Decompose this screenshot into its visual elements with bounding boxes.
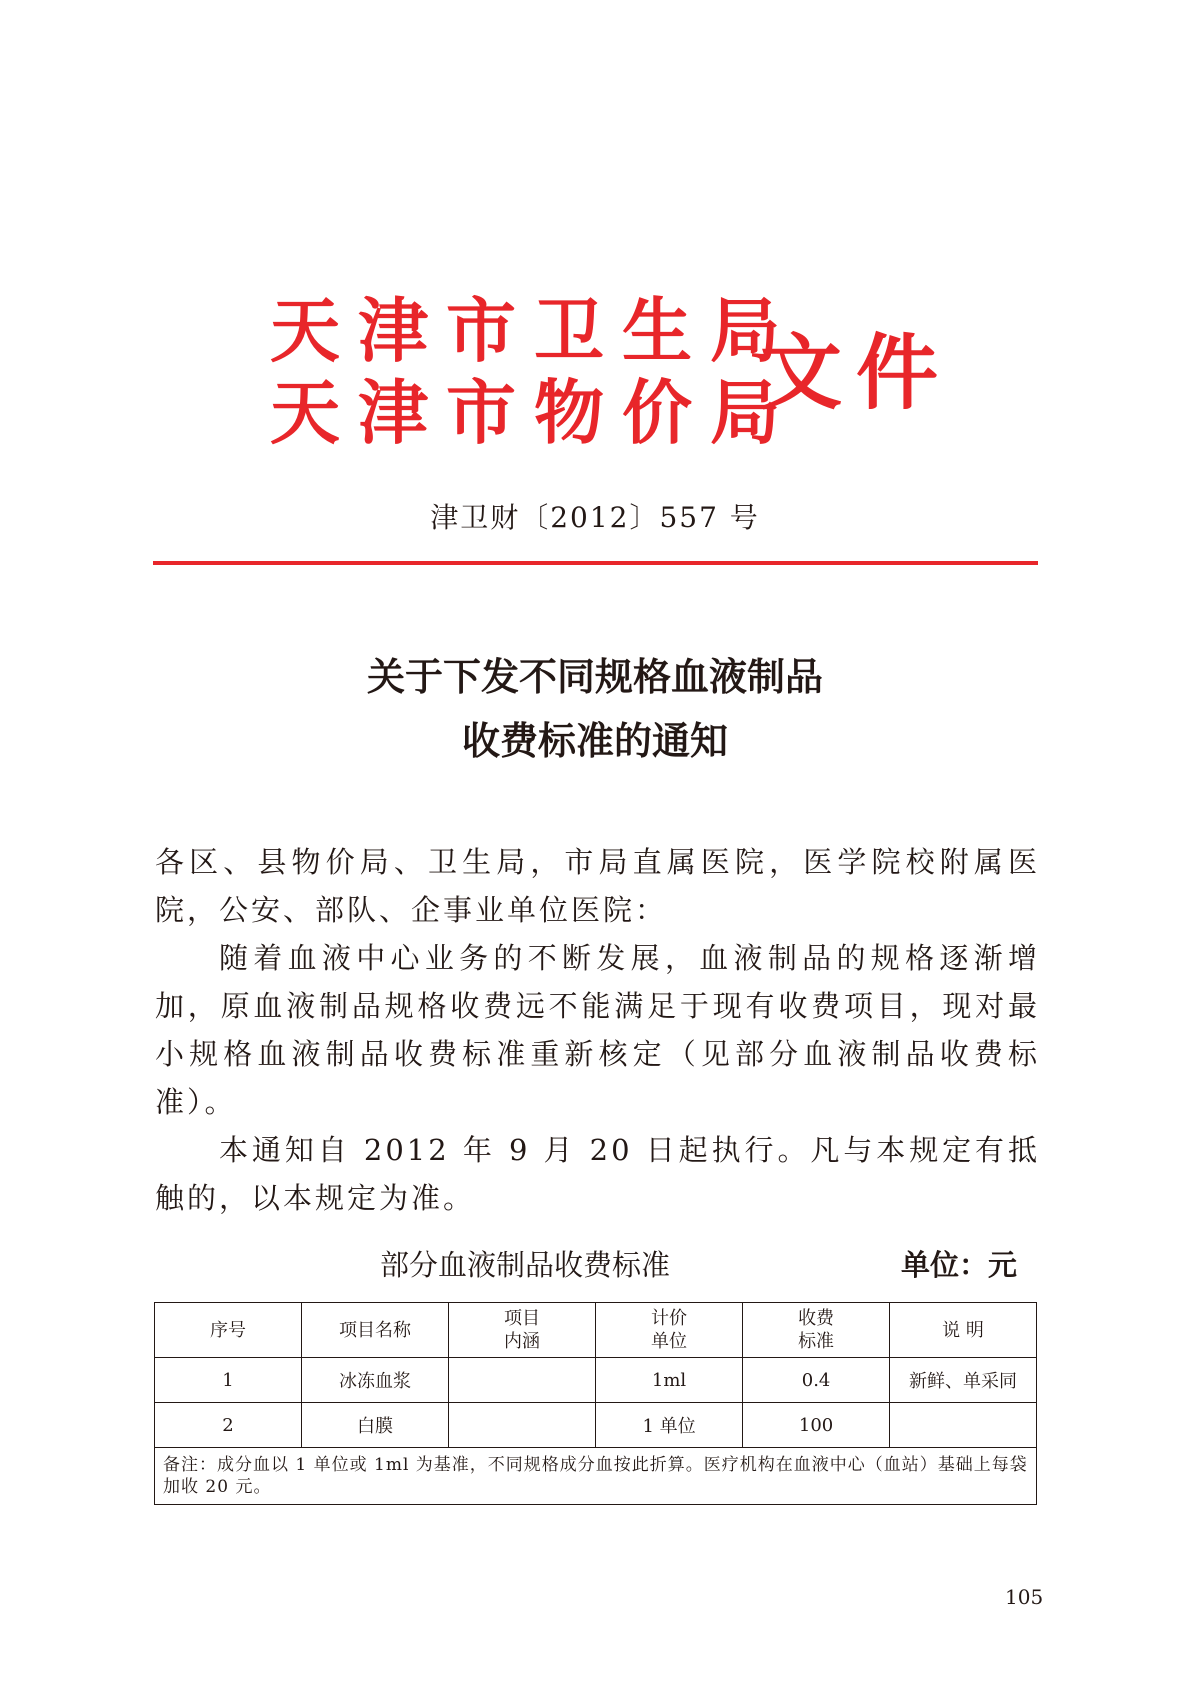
cell-fee-standard: 100: [743, 1403, 890, 1448]
cell-serial: 1: [155, 1358, 302, 1403]
cell-remarks: 新鲜、单采同: [890, 1358, 1037, 1403]
body-paragraph-1: 随着血液中心业务的不断发展，血液制品的规格逐渐增加，原血液制品规格收费远不能满足于现有收费项目，现对最小规格血液制品收费标准重新核定（见部分血液制品收费标准）。: [155, 941, 1040, 1119]
document-body: [155, 838, 1040, 1222]
document-word: 文件: [760, 325, 953, 421]
table-row: [155, 1403, 1037, 1448]
header-remarks: 说 明: [890, 1303, 1037, 1358]
header-pricing-unit: 计价 单位: [596, 1303, 743, 1358]
title-line-1: 关于下发不同规格血液制品: [366, 655, 823, 699]
document-number: 津卫财〔2012〕557 号: [430, 501, 760, 534]
cell-serial: 2: [155, 1403, 302, 1448]
cell-item-content: [449, 1403, 596, 1448]
cell-pricing-unit: 1 单位: [596, 1403, 743, 1448]
issuer-price-bureau: 天津市物价局: [270, 371, 798, 454]
table-note: 备注：成分血以 1 单位或 1ml 为基准，不同规格成分血按此折算。医疗机构在血液中心（血站）基础上每袋加收 20 元。: [155, 1448, 1037, 1505]
cell-pricing-unit: 1ml: [596, 1358, 743, 1403]
table-caption: [155, 1243, 1035, 1287]
page-number: 105: [1005, 1585, 1044, 1609]
table-note-row: [155, 1448, 1037, 1505]
table-header-row: [155, 1303, 1037, 1358]
body-paragraph-2: 本通知自 2012 年 9 月 20 日起执行。凡与本规定有抵触的，以本规定为准。: [155, 1133, 1040, 1215]
red-divider: [153, 561, 1038, 565]
cell-item-name: 冰冻血浆: [302, 1358, 449, 1403]
issuing-authorities: [270, 290, 798, 454]
table-unit: 单位：元: [900, 1248, 1017, 1282]
header-item-content: 项目 内涵: [449, 1303, 596, 1358]
recipients: 各区、县物价局、卫生局，市局直属医院，医学院校附属医院，公安、部队、企事业单位医院：: [155, 845, 1040, 927]
header-fee-standard: 收费 标准: [743, 1303, 890, 1358]
issuer-health-bureau: 天津市卫生局: [270, 289, 798, 372]
fee-table: [154, 1302, 1037, 1505]
cell-item-content: [449, 1358, 596, 1403]
header-item-name: 项目名称: [302, 1303, 449, 1358]
cell-fee-standard: 0.4: [743, 1358, 890, 1403]
document-header: [270, 289, 953, 454]
cell-item-name: 白膜: [302, 1403, 449, 1448]
table-row: [155, 1358, 1037, 1403]
table-title: 部分血液制品收费标准: [380, 1248, 671, 1282]
cell-remarks: [890, 1403, 1037, 1448]
document-title: [0, 645, 1190, 773]
title-line-2: 收费标准的通知: [461, 719, 728, 763]
header-serial: 序号: [155, 1303, 302, 1358]
